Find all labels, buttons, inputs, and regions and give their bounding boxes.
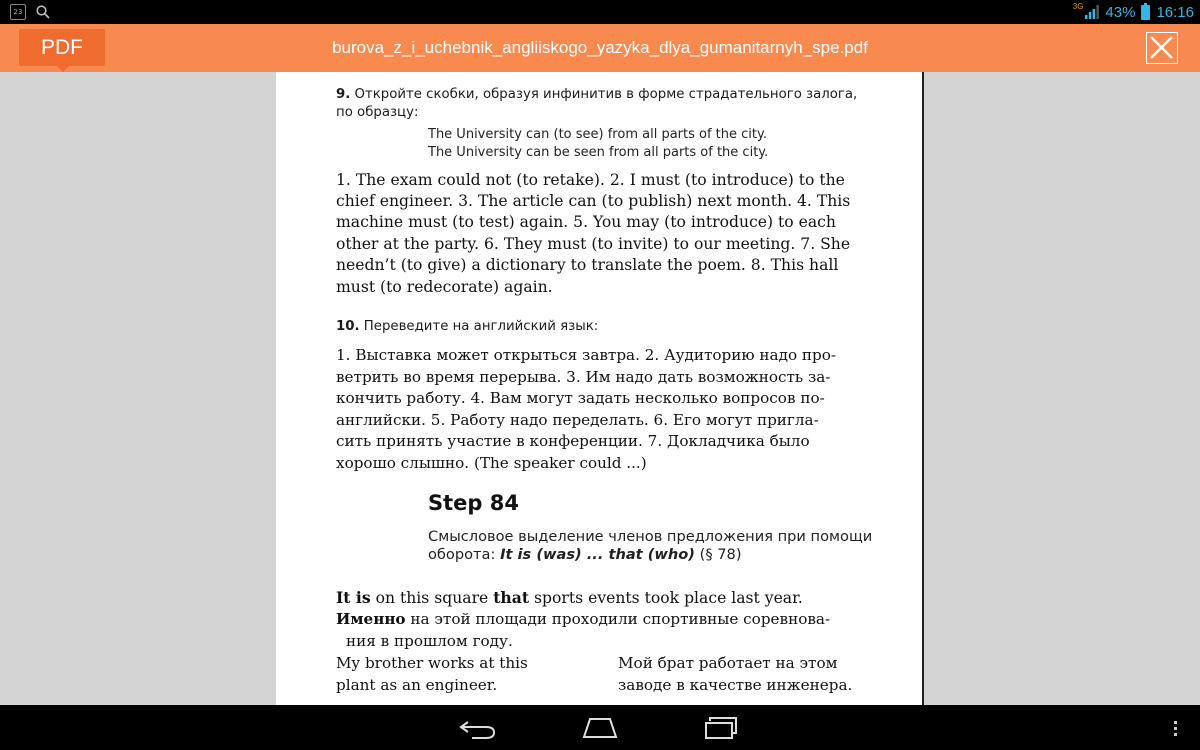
battery-percent: 43% (1105, 3, 1136, 21)
clock: 16:16 (1156, 3, 1194, 21)
overflow-menu-icon[interactable] (1174, 721, 1177, 739)
recent-apps-icon[interactable] (704, 716, 738, 740)
ex10-text-line: ветрить во время перерыва. 3. Им надо дать возможность за- (336, 368, 831, 386)
back-icon[interactable] (458, 719, 498, 739)
example-line1-end: sports events took place last year. (529, 589, 803, 607)
step-subtitle-line2 (428, 546, 742, 563)
ex9-sample-line1: The University can (to see) from all parts of the city. (428, 127, 767, 142)
battery-icon (1141, 5, 1150, 20)
pdf-badge-button[interactable]: PDF (19, 29, 105, 66)
network-type-label: 3G (1072, 1, 1084, 11)
ex10-instruction-text: Переведите на английский язык: (363, 319, 599, 334)
ex9-number: 9. (336, 87, 351, 102)
app-bar (0, 24, 1200, 72)
ex9-text-line: other at the party. 6. They must (to invite) to our meeting. 7. She (336, 235, 851, 253)
example-line2-rest: на этой площади проходили спортивные соревнова- (405, 610, 831, 628)
example-left-col-line: My brother works at this (336, 654, 528, 672)
example-line2 (336, 610, 830, 628)
calendar-icon: 23 (10, 4, 26, 20)
document-title: burova_z_i_uchebnik_angliiskogo_yazyka_dlya_gumanitarnyh_spe.pdf (332, 38, 868, 57)
step-subtitle-emphasis: It is (was) ... that (who) (500, 546, 695, 563)
ex10-text-line: кончить работу. 4. Вам могут задать несколько вопросов по- (336, 389, 825, 407)
example-line1-mid: on this square (370, 589, 494, 607)
navigation-bar (0, 705, 1200, 750)
ex9-sample-line2: The University can be seen from all parts of the city. (428, 145, 769, 160)
example-line1-bold2: that (493, 588, 530, 607)
ex10-instruction (336, 319, 598, 334)
example-right-col-line: Мой брат работает на этом (618, 654, 838, 672)
step-subtitle-prefix: оборота: (428, 546, 501, 563)
ex10-text-line: английски. 5. Работу надо переделать. 6. Его могут пригла- (336, 411, 819, 429)
ex10-text-line: хорошо слышно. (The speaker could ...) (336, 454, 647, 472)
ex9-text-line: must (to redecorate) again. (336, 278, 553, 296)
search-icon[interactable] (36, 5, 50, 19)
example-right-col-line: заводе в качестве инженера. (618, 676, 853, 694)
close-button[interactable] (1146, 32, 1178, 64)
example-line1 (336, 588, 803, 607)
ex9-text-line: 1. The exam could not (to retake). 2. I must (to introduce) to the (336, 171, 845, 189)
ex9-text-line: machine must (to test) again. 5. You may (to introduce) to each (336, 213, 836, 231)
step-subtitle-line1: Смысловое выделение членов предложения при помощи (428, 528, 873, 545)
step-title: Step 84 (428, 491, 519, 515)
pdf-page[interactable] (276, 72, 924, 705)
example-line3: ния в прошлом году. (346, 632, 513, 650)
close-icon (1147, 33, 1176, 62)
ex10-text-line: 1. Выставка может открыться завтра. 2. Аудиторию надо про- (336, 346, 837, 364)
example-line2-bold: Именно (336, 610, 406, 628)
home-icon[interactable] (582, 717, 618, 739)
ex10-number: 10. (336, 319, 360, 334)
signal-icon (1085, 5, 1099, 19)
example-left-col-line: plant as an engineer. (336, 676, 498, 694)
example-line1-bold1: It is (336, 588, 371, 607)
status-bar (0, 0, 1200, 24)
step-subtitle-suffix: (§ 78) (694, 546, 742, 563)
ex9-instruction (336, 87, 857, 102)
ex9-instruction-line1: Откройте скобки, образуя инфинитив в форме страдательного залога, (354, 87, 858, 102)
ex9-text-line: needn’t (to give) a dictionary to translate the poem. 8. This hall (336, 256, 839, 274)
ex9-text-line: chief engineer. 3. The article can (to publish) next month. 4. This (336, 192, 851, 210)
ex9-instruction-line2: по образцу: (336, 105, 419, 120)
ex10-text-line: сить принять участие в конференции. 7. Докладчика было (336, 432, 810, 450)
